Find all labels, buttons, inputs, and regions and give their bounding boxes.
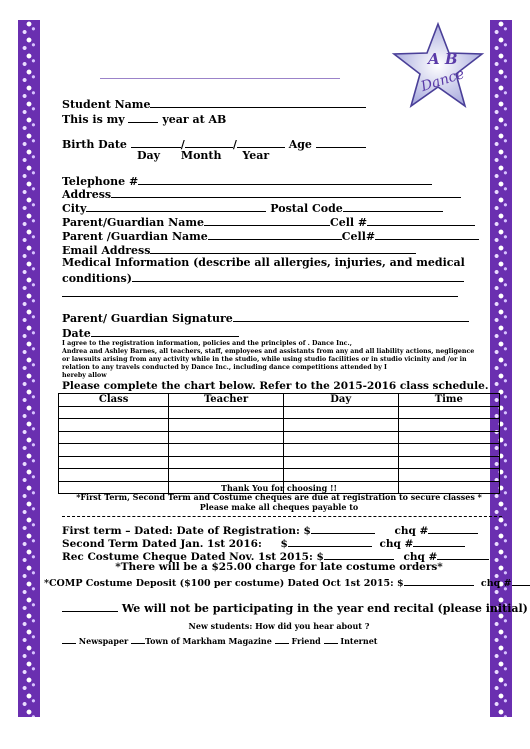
- chq-label: chq #: [480, 578, 512, 589]
- table-cell[interactable]: [169, 419, 284, 432]
- birth-month-input[interactable]: [185, 136, 233, 148]
- table-cell[interactable]: [169, 456, 284, 469]
- medical-label: Medical Information (describe all allergies, injuries, and medical: [62, 256, 465, 269]
- table-cell[interactable]: [169, 469, 284, 482]
- logo-ab-text: A B: [428, 50, 458, 68]
- table-cell[interactable]: [169, 406, 284, 419]
- waiver-text: [62, 340, 474, 380]
- address-input[interactable]: [111, 186, 461, 198]
- signature-input[interactable]: [233, 310, 469, 322]
- age-label: Age: [288, 138, 312, 151]
- left-decorative-border: [18, 20, 40, 717]
- column-header-teacher: Teacher: [169, 394, 284, 407]
- chq-label: chq #: [403, 551, 438, 563]
- costume-amount-input[interactable]: [324, 548, 394, 560]
- birth-date-sublabels: [137, 149, 269, 162]
- telephone-input[interactable]: [138, 173, 432, 185]
- comp-amount-input[interactable]: [404, 574, 474, 586]
- age-input[interactable]: [316, 136, 366, 148]
- payable-note: Please make all cheques payable to: [199, 502, 359, 512]
- friend-checkbox[interactable]: [275, 632, 289, 644]
- table-cell[interactable]: [59, 444, 169, 457]
- waiver-line: I agree to the registration information, policies and the principles of . Dance Inc.,: [62, 340, 352, 347]
- table-cell[interactable]: [283, 469, 398, 482]
- table-cell[interactable]: [283, 444, 398, 457]
- birth-date-label: Birth Date: [62, 138, 127, 151]
- table-cell[interactable]: [59, 469, 169, 482]
- this-is-my-label: This is my: [62, 113, 125, 126]
- option-magazine: Town of Markham Magazine: [145, 636, 272, 646]
- cell2-label: Cell#: [341, 230, 376, 243]
- newspaper-checkbox[interactable]: [62, 632, 76, 644]
- table-cell[interactable]: [283, 419, 398, 432]
- column-header-day: Day: [283, 394, 398, 407]
- table-cell[interactable]: [59, 406, 169, 419]
- city-label: City: [62, 202, 87, 215]
- second-term-chq-input[interactable]: [413, 535, 465, 547]
- table-cell[interactable]: [59, 456, 169, 469]
- table-row: [59, 419, 500, 432]
- dollar-sign: $: [280, 538, 288, 550]
- chq-label: chq #: [394, 525, 429, 537]
- column-header-class: Class: [59, 394, 169, 407]
- second-term-label: Second Term Dated Jan. 1st 2016:: [62, 538, 262, 550]
- header-rule: [100, 78, 340, 79]
- comp-chq-input[interactable]: [512, 574, 530, 586]
- cut-line: [62, 516, 502, 517]
- waiver-line: or lawsuits arising from any activity while in the studio, while using studio facilities or in studio vicinity and /or in: [62, 356, 467, 363]
- comp-deposit-label: *COMP Costume Deposit ($100 per costume) Dated Oct 1st 2015: $: [44, 578, 404, 589]
- table-row: [59, 456, 500, 469]
- option-friend: Friend: [291, 636, 321, 646]
- table-header-row: [59, 394, 500, 407]
- date-input[interactable]: [91, 325, 239, 337]
- year-count-input[interactable]: [128, 111, 158, 123]
- address-label: Address: [62, 188, 112, 201]
- column-header-time: Time: [398, 394, 499, 407]
- first-term-label: First term – Dated: Date of Registration: $: [62, 525, 311, 537]
- late-charge-note: *There will be a $25.00 charge for late costume orders*: [115, 561, 443, 573]
- table-row: [59, 431, 500, 444]
- parent-name-input[interactable]: [204, 214, 330, 226]
- year-at-ab-label: year at AB: [162, 113, 227, 126]
- postal-code-input[interactable]: [343, 200, 443, 212]
- first-term-amount-input[interactable]: [311, 522, 375, 534]
- chart-instruction: Please complete the chart below. Refer to the 2015-2016 class schedule.: [62, 380, 489, 392]
- table-cell[interactable]: [169, 444, 284, 457]
- table-cell[interactable]: [283, 406, 398, 419]
- thank-you-note: Thank You for choosing !!: [221, 483, 337, 493]
- second-term-amount-input[interactable]: [288, 535, 372, 547]
- magazine-checkbox[interactable]: [131, 632, 145, 644]
- postal-code-label: Postal Code: [270, 202, 343, 215]
- recital-note: We will not be participating in the year end recital (please initial): [121, 602, 528, 615]
- waiver-line: relation to any travels conducted by Dance Inc., including dance competitions attended by I: [62, 364, 387, 371]
- cell2-input[interactable]: [375, 228, 479, 240]
- parent-name2-label: Parent /Guardian Name: [62, 230, 208, 243]
- table-row: [59, 444, 500, 457]
- waiver-line: hereby allow: [62, 372, 107, 379]
- cheque-due-note: *First Term, Second Term and Costume cheques are due at registration to secure classes *: [76, 492, 482, 502]
- table-row: [59, 406, 500, 419]
- table-cell[interactable]: [398, 456, 499, 469]
- email-label: Email Address: [62, 244, 151, 257]
- table-cell[interactable]: [398, 406, 499, 419]
- table-cell[interactable]: [398, 431, 499, 444]
- year-label: Year: [242, 149, 270, 162]
- student-name-input[interactable]: [150, 96, 366, 108]
- birth-year-input[interactable]: [237, 136, 285, 148]
- date-label: Date: [62, 327, 91, 340]
- month-label: Month: [180, 149, 222, 162]
- costume-cheque-label: Rec Costume Cheque Dated Nov. 1st 2015: $: [62, 551, 324, 563]
- option-internet: Internet: [340, 636, 378, 646]
- table-cell[interactable]: [398, 419, 499, 432]
- recital-initial-input[interactable]: [62, 600, 118, 612]
- hear-about-question: New students: How did you hear about ?: [188, 621, 370, 631]
- table-cell[interactable]: [59, 431, 169, 444]
- email-input[interactable]: [150, 242, 416, 254]
- birth-day-input[interactable]: [131, 136, 181, 148]
- parent-name-label: Parent/Guardian Name: [62, 216, 204, 229]
- medical-input[interactable]: [132, 270, 464, 282]
- table-cell[interactable]: [59, 419, 169, 432]
- table-cell[interactable]: [283, 431, 398, 444]
- medical-label-cont: conditions): [62, 272, 132, 285]
- option-newspaper: Newspaper: [78, 636, 129, 646]
- table-cell[interactable]: [169, 431, 284, 444]
- medical-input-line2[interactable]: [62, 296, 458, 297]
- logo-star-icon: [388, 20, 488, 112]
- table-cell[interactable]: [283, 456, 398, 469]
- waiver-line: Andrea and Ashley Barnes, all teachers, staff, employees and assistants from any and all liability actions, negligence: [62, 348, 475, 355]
- chq-label: chq #: [379, 538, 414, 550]
- city-input[interactable]: [86, 200, 266, 212]
- student-name-label: Student Name: [62, 98, 151, 111]
- logo-dance-text: Dance: [419, 66, 467, 96]
- table-cell[interactable]: [398, 444, 499, 457]
- day-label: Day: [137, 149, 161, 162]
- parent-name2-input[interactable]: [208, 228, 342, 240]
- table-row: [59, 469, 500, 482]
- internet-checkbox[interactable]: [324, 632, 338, 644]
- table-cell[interactable]: [398, 469, 499, 482]
- cell-input[interactable]: [367, 214, 475, 226]
- class-schedule-table: [58, 393, 500, 494]
- cell-label: Cell #: [329, 216, 368, 229]
- first-term-chq-input[interactable]: [428, 522, 478, 534]
- telephone-label: Telephone #: [62, 175, 139, 188]
- costume-chq-input[interactable]: [437, 548, 489, 560]
- signature-label: Parent/ Guardian Signature: [62, 312, 233, 325]
